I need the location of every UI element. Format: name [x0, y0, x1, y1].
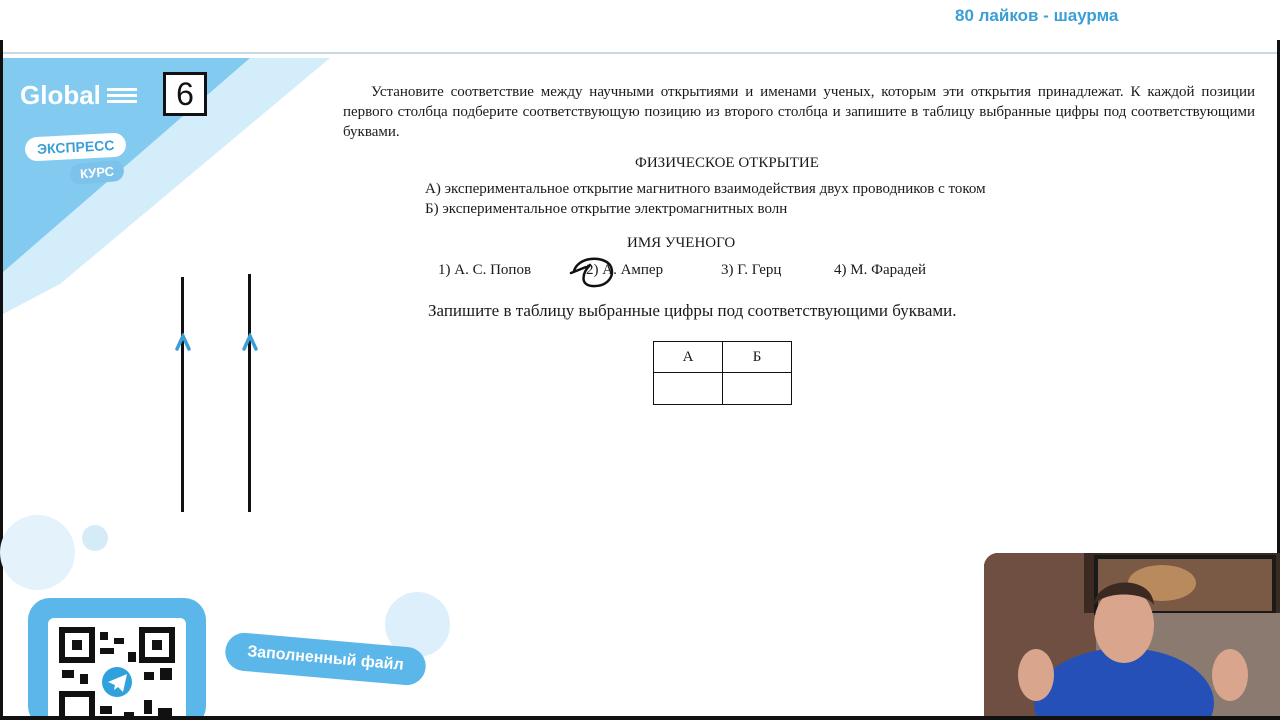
handwritten-circle-annotation [568, 253, 618, 289]
option-number: 3) [721, 262, 734, 278]
item-letter: Б) [425, 201, 439, 217]
option-name: А. Ампер [602, 262, 664, 278]
scientist-option-3 [721, 262, 781, 279]
decor-bubble [0, 515, 75, 590]
option-name: А. С. Попов [454, 262, 532, 278]
scientist-option-1 [438, 262, 531, 279]
option-number: 1) [438, 262, 451, 278]
logo [20, 80, 137, 111]
task-number-badge: 6 [163, 72, 207, 116]
frame-edge-bottom [0, 716, 1280, 720]
discovery-item-b [425, 201, 787, 218]
option-name: Г. Герц [737, 262, 782, 278]
conductor-wire-2 [248, 274, 251, 512]
current-arrow-icon [175, 333, 191, 351]
top-banner-text: 80 лайков - шаурма [955, 6, 1119, 25]
option-name: М. Фарадей [850, 262, 927, 278]
answer-cell-a[interactable] [654, 373, 723, 405]
right-column-heading: ИМЯ УЧЕНОГО [627, 235, 736, 251]
item-letter: А) [425, 181, 441, 197]
option-number: 2) [586, 262, 599, 278]
logo-text: Global [20, 80, 101, 110]
qr-code-pattern [48, 618, 186, 720]
table-instruction: Запишите в таблицу выбранные цифры под соответствующими буквами. [428, 301, 957, 320]
webcam-video [984, 553, 1280, 720]
qr-code[interactable] [48, 618, 186, 720]
left-column-heading: ФИЗИЧЕСКОЕ ОТКРЫТИЕ [635, 155, 819, 171]
scientist-option-4 [834, 262, 926, 279]
item-text: экспериментальное открытие электромагнитных волн [442, 201, 788, 217]
option-number: 4) [834, 262, 847, 278]
logo-mark-icon [107, 88, 137, 103]
current-arrow-icon [242, 333, 258, 351]
badge-express: ЭКСПРЕСС [24, 132, 127, 161]
answer-header-a: А [654, 342, 723, 373]
filled-file-button[interactable]: Заполненный файл [224, 631, 427, 686]
webcam-frame [984, 553, 1280, 720]
badge-course: КУРС [69, 160, 125, 186]
answer-table [653, 341, 792, 405]
answer-cell-b[interactable] [723, 373, 792, 405]
decor-bubble [82, 525, 108, 551]
answer-header-b: Б [723, 342, 792, 373]
conductor-wire-1 [181, 277, 184, 512]
item-text: экспериментальное открытие магнитного взаимодействия двух проводников с током [444, 181, 986, 197]
discovery-item-a [425, 181, 986, 198]
task-intro: Установите соответствие между научными открытиями и именами ученых, которым эти открытия принадлежат. К каждой позиции первого столбца подберите соответствующую позицию из второго столбца и запишите в таблицу выбранные цифры под соответствующими буквами. [343, 84, 1255, 140]
